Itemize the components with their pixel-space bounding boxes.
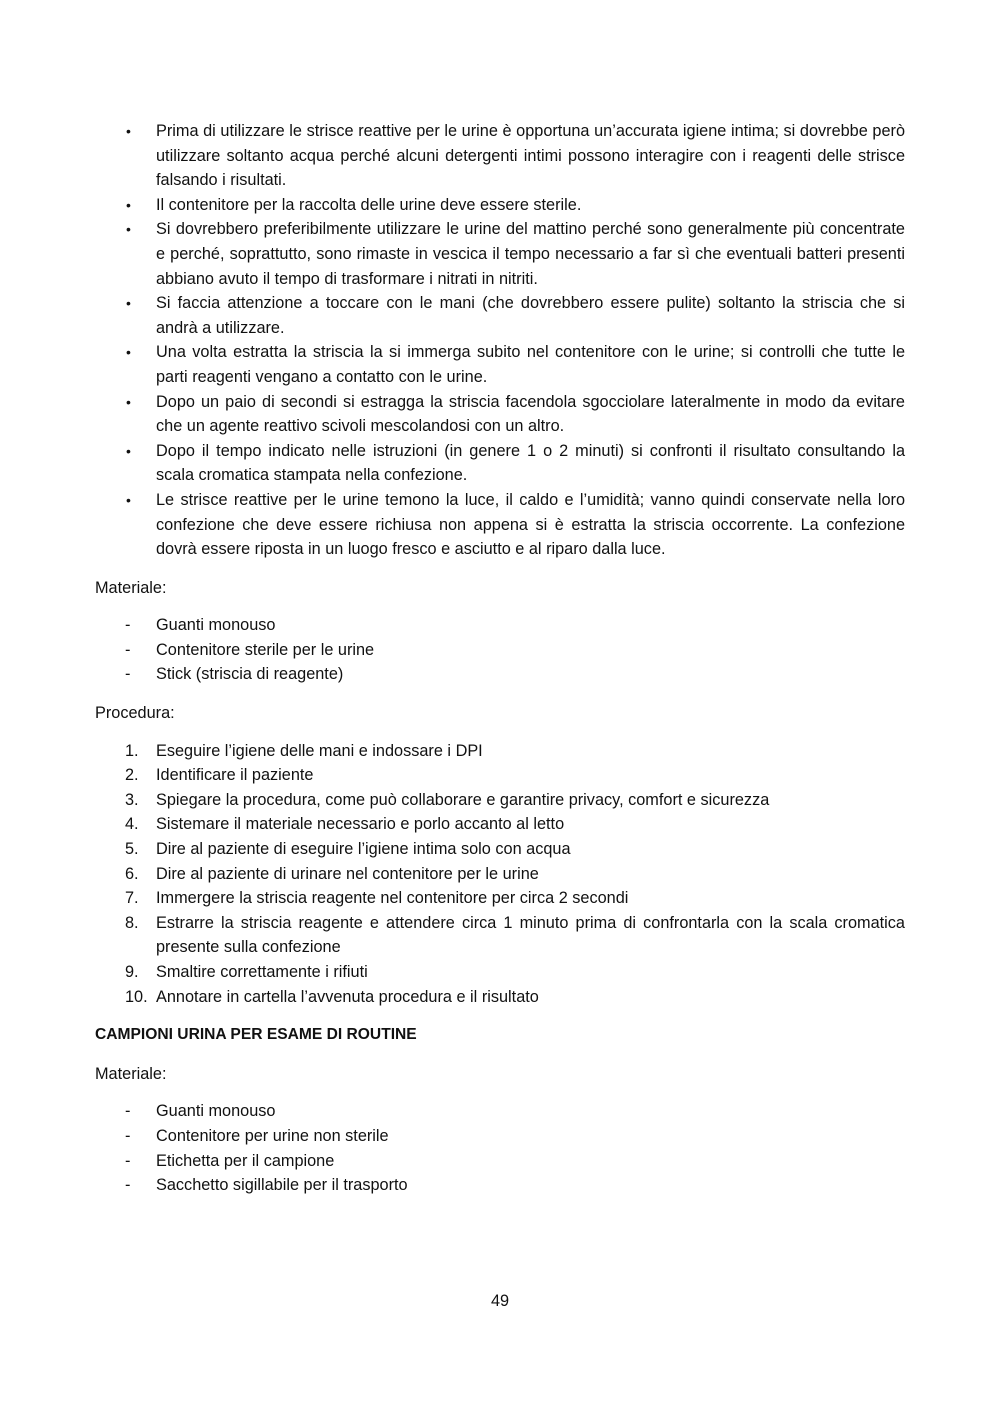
materiale-label: Materiale: <box>95 1064 167 1083</box>
bullet-icon: • <box>126 123 131 139</box>
list-item <box>95 439 905 488</box>
page-number: 49 <box>490 1292 510 1310</box>
bullet-text: Le strisce reattive per le urine temono la luce, il caldo e l’umidità; vanno quindi conservate nella loro confezione che deve essere richiusa non appena si è estratta la striscia occorrente. La confezione dovrà essere riposta in un luogo fresco e asciutto e al riparo dalla luce. <box>156 490 905 559</box>
step-text: Smaltire correttamente i rifiuti <box>156 963 368 981</box>
materiale-list <box>95 613 905 687</box>
list-item <box>95 193 905 218</box>
guidelines-bullet-list <box>95 119 905 562</box>
step-item <box>95 960 905 985</box>
step-text: Annotare in cartella l’avvenuta procedura e il risultato <box>156 987 539 1006</box>
materiale-label: Materiale: <box>95 578 167 597</box>
item-text: Contenitore sterile per le urine <box>156 640 375 659</box>
bullet-text: Il contenitore per la raccolta delle urine deve essere sterile. <box>156 195 582 214</box>
list-item <box>95 390 905 439</box>
item-text: Stick (striscia di reagente) <box>156 665 344 684</box>
step-item <box>95 886 905 911</box>
item-text: Guanti monouso <box>156 1102 276 1121</box>
bullet-icon: • <box>126 393 131 410</box>
dash-icon: - <box>125 665 131 684</box>
item-text: Sacchetto sigillabile per il trasporto <box>156 1176 408 1195</box>
step-number: 5. <box>125 840 139 859</box>
step-number: 6. <box>125 864 139 883</box>
list-item <box>95 1149 905 1174</box>
step-text: Immergere la striscia reagente nel contenitore per circa 2 secondi <box>156 889 629 908</box>
dash-icon: - <box>125 1176 131 1195</box>
dash-icon: - <box>125 1126 131 1145</box>
step-number: 4. <box>125 815 139 834</box>
step-text: Estrarre la striscia reagente e attendere circa 1 minuto prima di confrontarla con la scala cromatica presente sulla confezione <box>156 913 905 957</box>
list-item <box>95 217 905 291</box>
list-item <box>95 662 905 687</box>
materiale-list <box>95 1099 905 1197</box>
step-item <box>95 985 905 1010</box>
procedura-label: Procedura: <box>95 704 175 723</box>
item-text: Contenitore per urine non sterile <box>156 1126 389 1145</box>
bullet-icon: • <box>126 295 131 312</box>
list-item <box>95 291 905 340</box>
item-text: Etichetta per il campione <box>156 1151 335 1170</box>
step-text: Spiegare la procedura, come può collaborare e garantire privacy, comfort e sicurezza <box>156 790 770 809</box>
step-text: Dire al paziente di urinare nel contenitore per le urine <box>156 864 539 883</box>
step-item <box>95 911 905 960</box>
item-text: Guanti monouso <box>156 616 276 635</box>
step-item <box>95 739 905 764</box>
step-item <box>95 763 905 788</box>
step-item <box>95 862 905 887</box>
dash-icon: - <box>125 640 131 659</box>
bullet-icon: • <box>126 221 131 238</box>
step-text: Dire al paziente di eseguire l’igiene intima solo con acqua <box>156 840 571 859</box>
dash-icon: - <box>125 1102 131 1121</box>
step-number: 3. <box>125 790 139 809</box>
dash-icon: - <box>125 1151 131 1170</box>
bullet-text: Si dovrebbero preferibilmente utilizzare le urine del mattino perché sono generalmente più concentrate e perché, soprattutto, sono rimaste in vescica il tempo necessario a far sì che eventuali batteri presenti abbiano avuto il tempo di trasformare i nitrati in nitriti. <box>156 220 905 288</box>
bullet-icon: • <box>126 491 131 508</box>
list-item <box>95 340 905 389</box>
list-item <box>95 488 905 562</box>
step-number: 8. <box>125 913 139 932</box>
dash-icon: - <box>125 616 131 635</box>
step-item <box>95 788 905 813</box>
list-item <box>95 613 905 638</box>
step-number: 9. <box>125 963 139 981</box>
step-item <box>95 812 905 837</box>
bullet-text: Dopo il tempo indicato nelle istruzioni (in genere 1 o 2 minuti) si confronti il risultato consultando la scala cromatica stampata nella confezione. <box>156 441 905 485</box>
bullet-icon: • <box>126 344 131 361</box>
step-text: Eseguire l’igiene delle mani e indossare i DPI <box>156 741 483 760</box>
step-text: Identificare il paziente <box>156 766 314 785</box>
list-item <box>95 638 905 663</box>
step-text: Sistemare il materiale necessario e porlo accanto al letto <box>156 815 565 834</box>
list-item <box>95 119 905 193</box>
step-number: 1. <box>125 741 139 760</box>
bullet-icon: • <box>126 196 131 213</box>
step-number: 7. <box>125 889 139 908</box>
bullet-text: Una volta estratta la striscia la si immerga subito nel contenitore con le urine; si controlli che tutte le parti reagenti vengano a contatto con le urine. <box>156 343 905 386</box>
bullet-icon: • <box>126 442 131 459</box>
procedura-steps <box>95 739 905 1010</box>
bullet-text: Prima di utilizzare le strisce reattive per le urine è opportuna un’accurata igiene intima; si dovrebbe però utilizzare soltanto acqua perché alcuni detergenti intimi possono interagire con i reagenti delle strisce falsando i risultati. <box>156 122 905 190</box>
list-item <box>95 1099 905 1124</box>
list-item <box>95 1124 905 1149</box>
section-heading: CAMPIONI URINA PER ESAME DI ROUTINE <box>95 1026 417 1044</box>
bullet-text: Dopo un paio di secondi si estragga la striscia facendola sgocciolare lateralmente in modo da evitare che un agente reattivo scivoli mescolandosi con un altro. <box>156 392 905 436</box>
bullet-text: Si faccia attenzione a toccare con le mani (che dovrebbero essere pulite) soltanto la striscia che si andrà a utilizzare. <box>156 294 905 337</box>
step-number: 10. <box>125 987 148 1006</box>
page-content <box>95 119 905 1198</box>
list-item <box>95 1173 905 1198</box>
step-item <box>95 837 905 862</box>
step-number: 2. <box>125 766 139 785</box>
